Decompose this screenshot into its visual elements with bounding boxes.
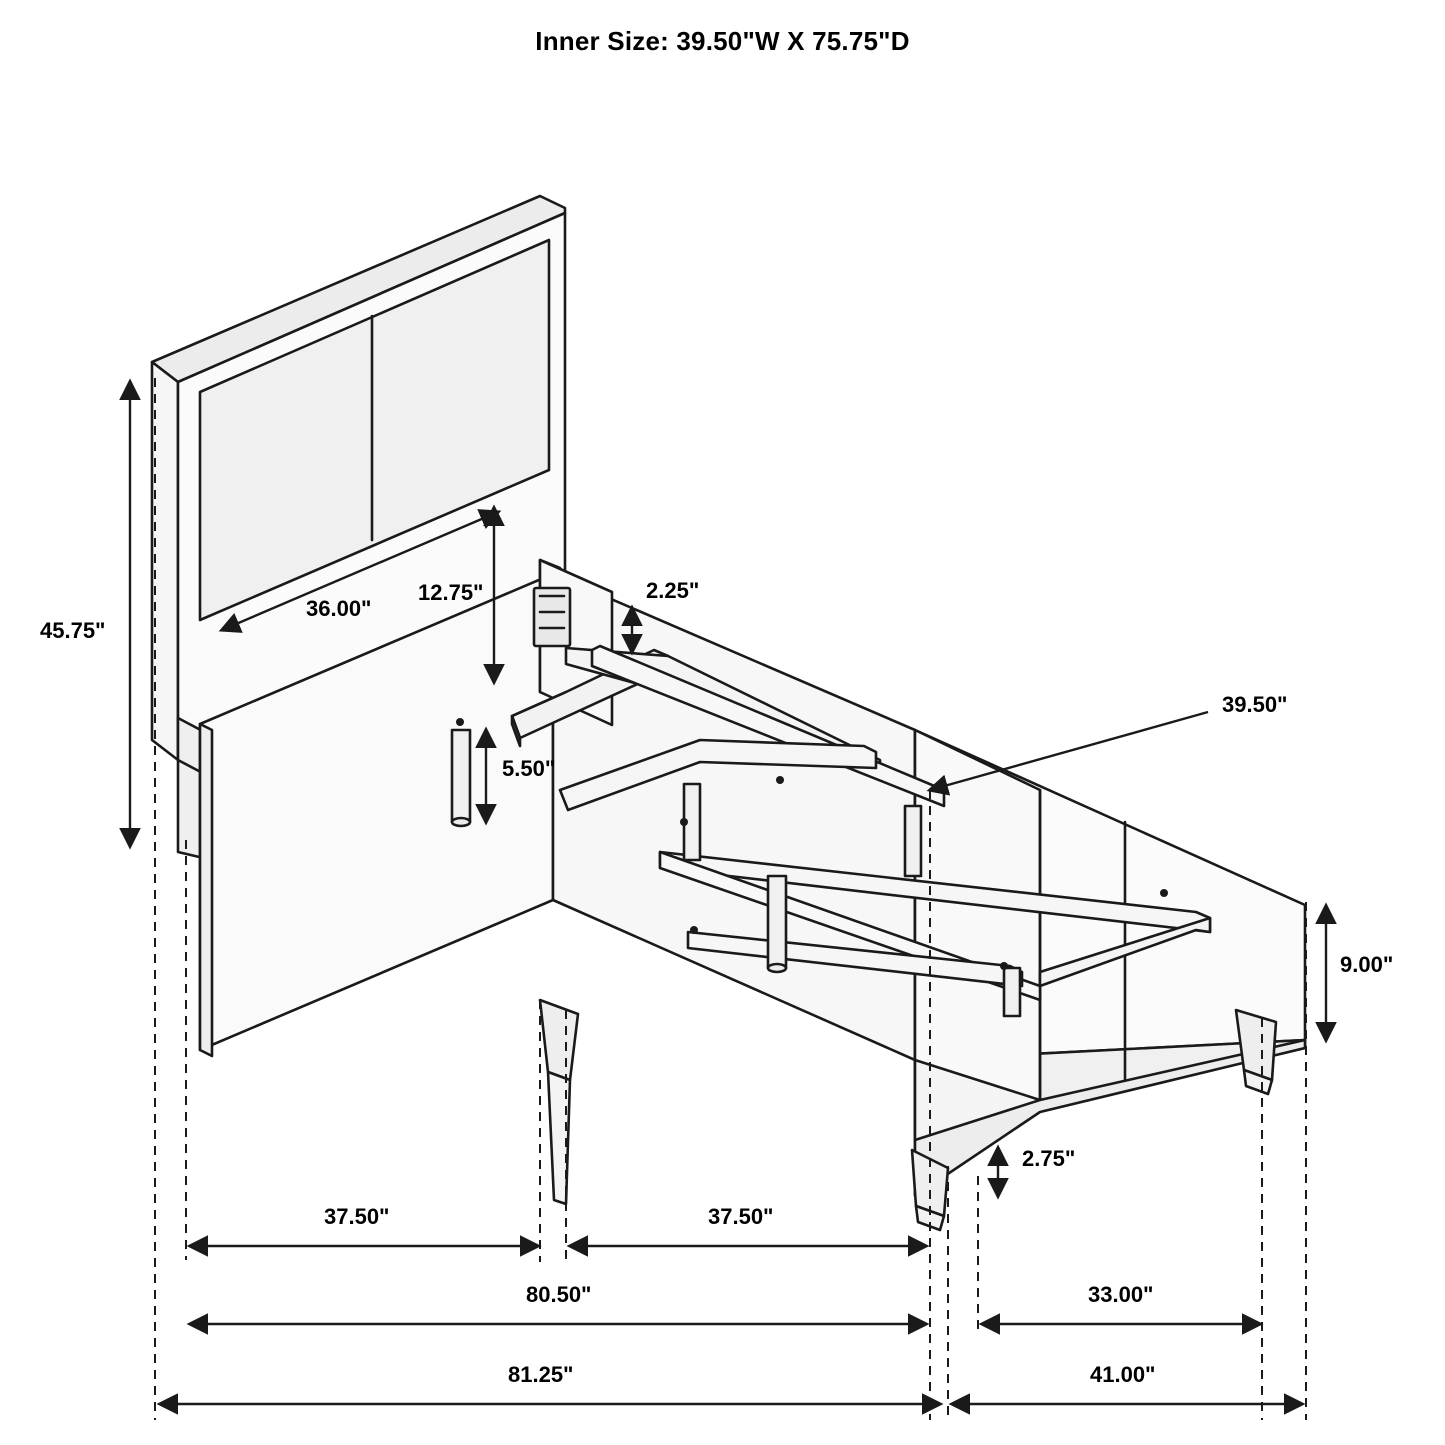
- dim-panel-to-rail: 12.75": [418, 580, 484, 605]
- dim-slat-clearance: 5.50": [502, 756, 556, 781]
- dim-inner-width: 39.50": [1222, 692, 1288, 717]
- dim-leg-height: 2.75": [1022, 1146, 1076, 1171]
- dim-slat-span-left: 37.50": [318, 1204, 395, 1230]
- dim-rail-thickness: 2.25": [646, 578, 700, 603]
- dim-overall-length: 81.25": [502, 1362, 579, 1388]
- dim-headboard-height: 45.75": [40, 618, 106, 643]
- dim-overall-width: 41.00": [1084, 1362, 1161, 1388]
- dim-headboard-panel-width: 36.00": [306, 596, 372, 621]
- page-title: Inner Size: 39.50"W X 75.75"D: [535, 26, 910, 56]
- dim-inner-length: 80.50": [520, 1282, 597, 1308]
- dim-slat-span-right: 37.50": [702, 1204, 779, 1230]
- dim-rail-height: 9.00": [1340, 952, 1394, 977]
- dim-footboard-depth: 33.00": [1082, 1282, 1159, 1308]
